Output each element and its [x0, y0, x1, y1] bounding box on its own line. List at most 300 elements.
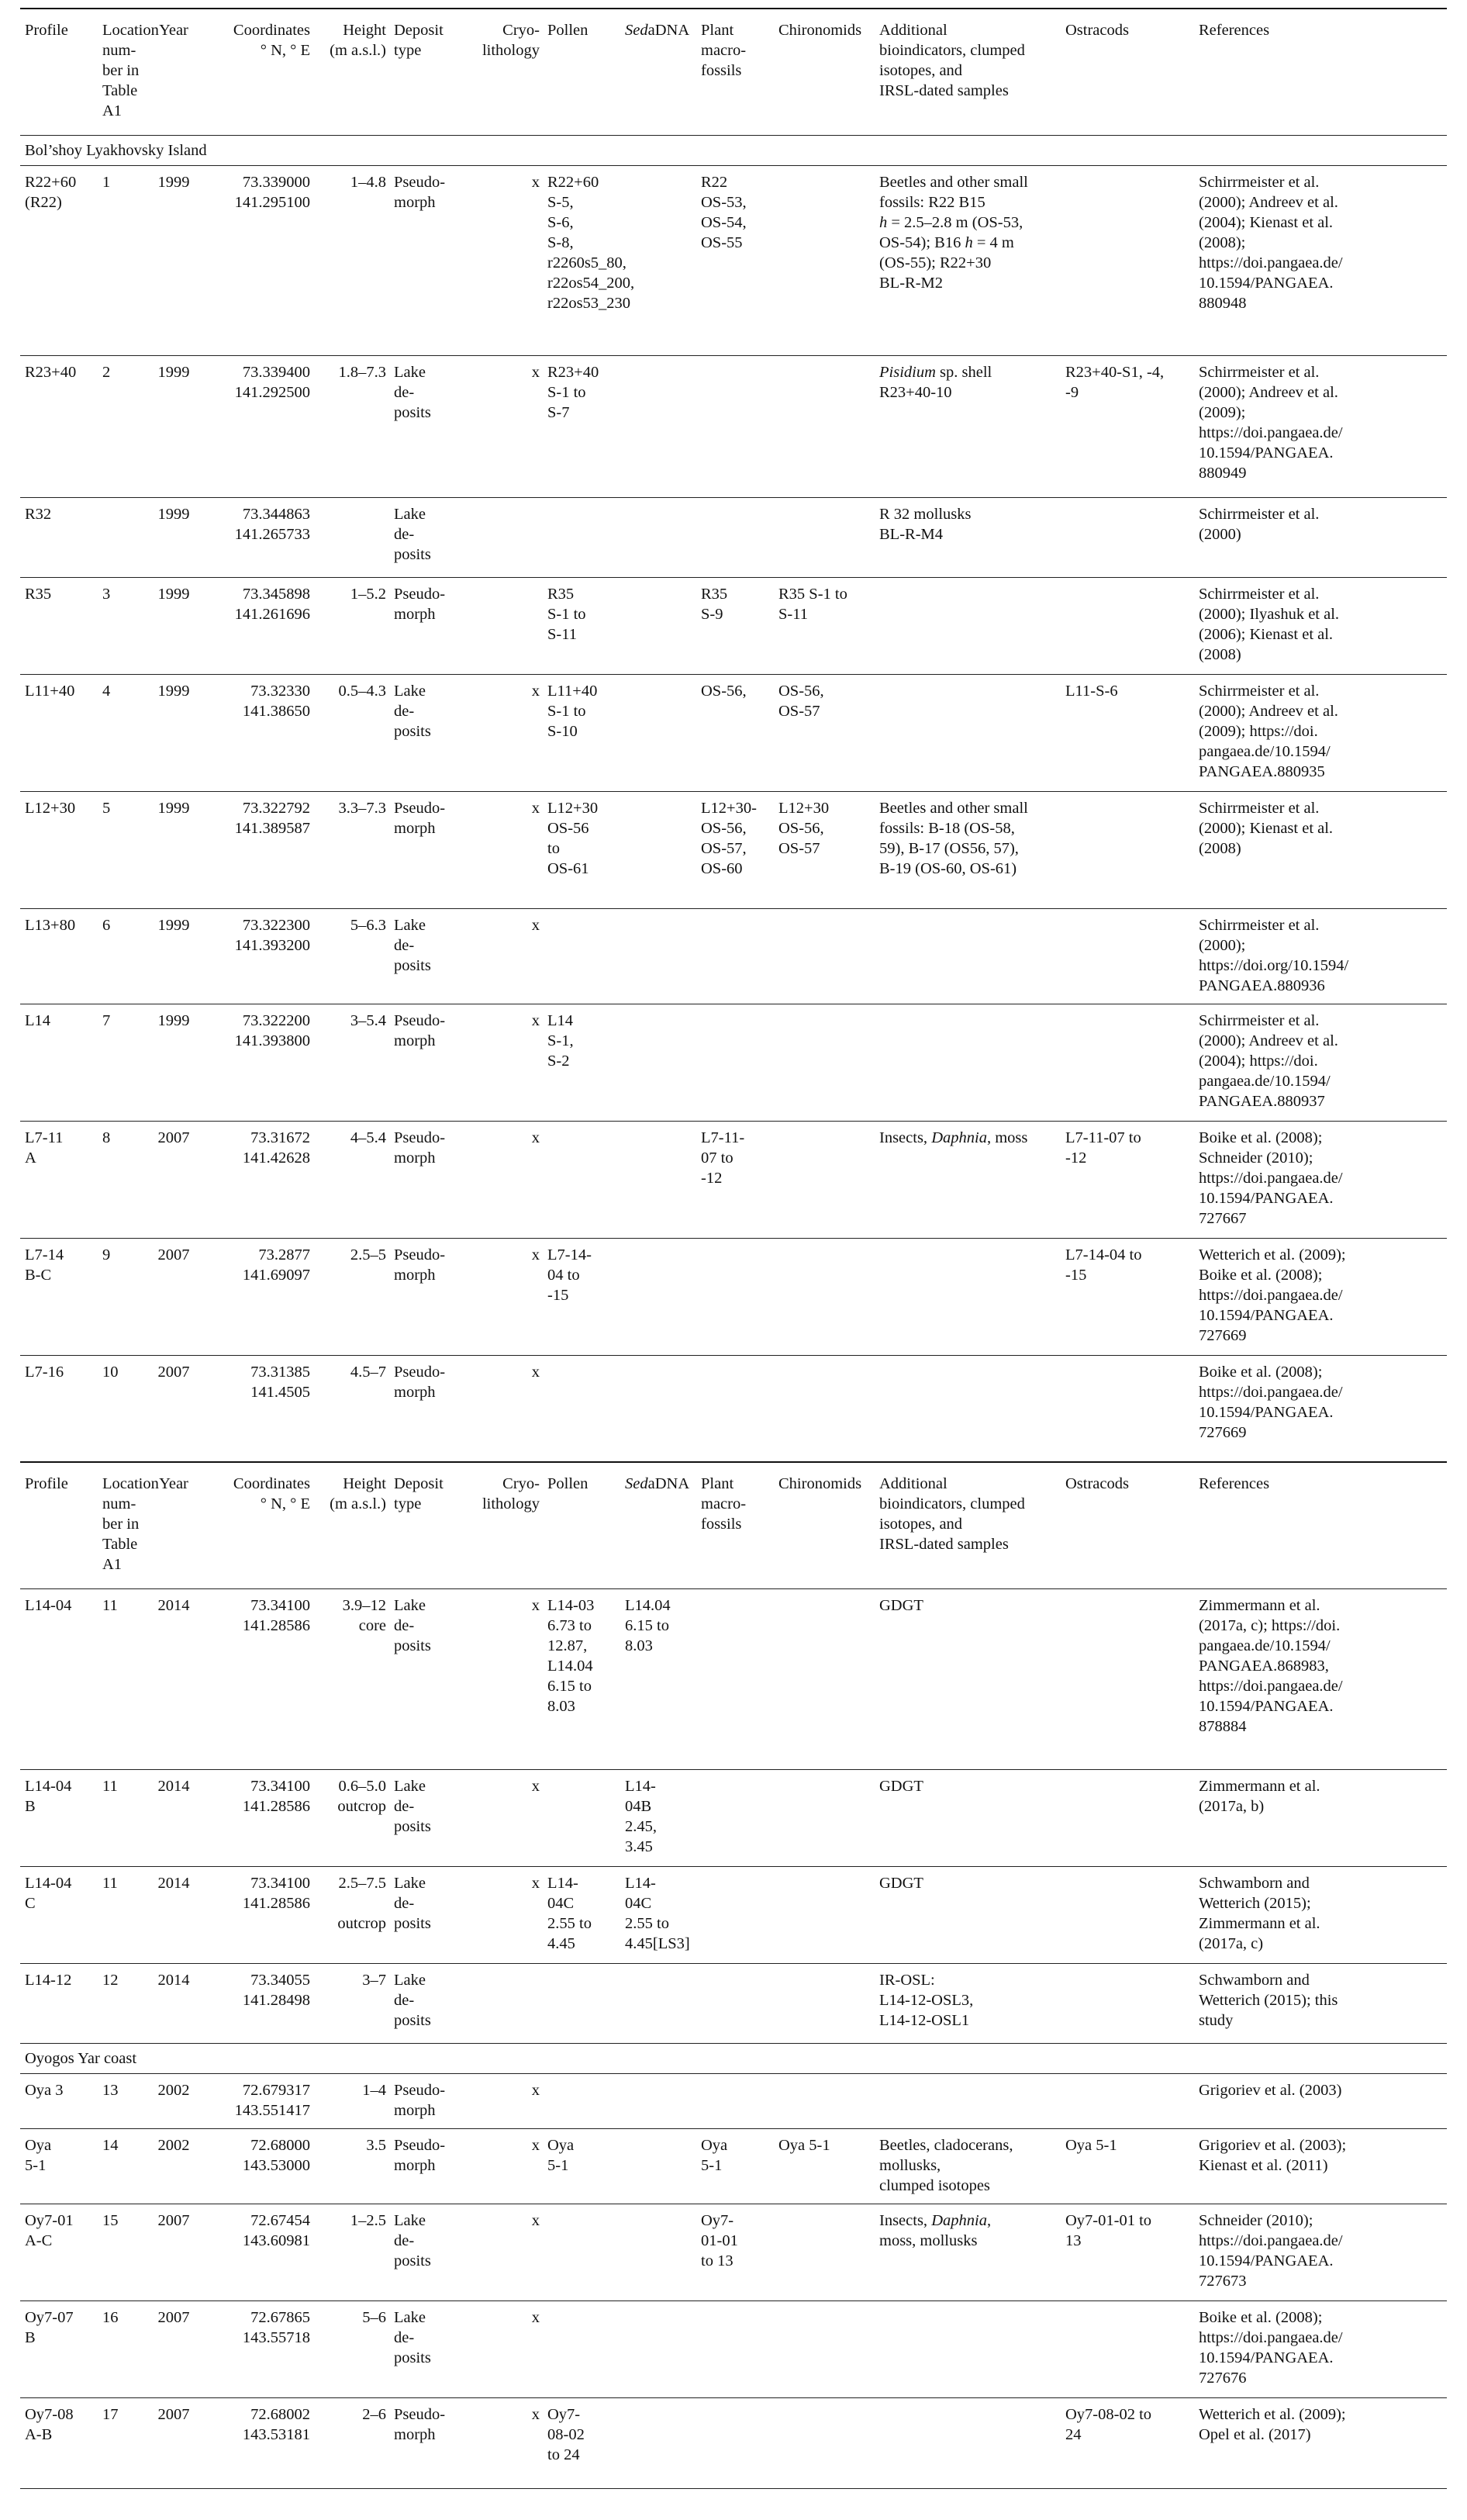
cell-ostracods: [1061, 792, 1194, 909]
column-header-ostracods: Ostracods: [1061, 9, 1194, 136]
cell-additional-bioindicators: Beetles and other small fossils: R22 B15 h = 2.5–2.8 m (OS-53, OS-54); B16 h = 4 m (OS-55); R22+30 BL-R-M2: [875, 166, 1061, 356]
table-row: [20, 1122, 1447, 1239]
cell-location-number: 15: [98, 2204, 143, 2301]
table-row: [20, 2204, 1447, 2301]
cell-references: Schirrmeister et al. (2000); Andreev et al. (2004); https://doi. pangaea.de/10.1594/ PANGAEA.880937: [1194, 1004, 1447, 1122]
cell-deposit-type: Pseudo- morph: [389, 2398, 473, 2489]
cell-chironomids: [774, 2398, 875, 2489]
cell-deposit-type: Pseudo- morph: [389, 1122, 473, 1239]
cell-pollen: L12+30 OS-56 to OS-61: [543, 792, 620, 909]
cell-chironomids: L12+30 OS-56, OS-57: [774, 792, 875, 909]
cell-ostracods: Oya 5-1: [1061, 2129, 1194, 2204]
cell-cryolithology: x: [473, 1122, 543, 1239]
cell-sedadna: L14- 04C 2.55 to 4.45[LS3]: [620, 1867, 696, 1964]
cell-cryolithology: [473, 578, 543, 675]
cell-height: 1–4.8: [313, 166, 389, 356]
cell-height: 1–2.5: [313, 2204, 389, 2301]
column-header-chironomids: Chironomids: [774, 1462, 875, 1589]
cell-location-number: 8: [98, 1122, 143, 1239]
cell-additional-bioindicators: [875, 1356, 1061, 1463]
cell-pollen: L7-14- 04 to -15: [543, 1239, 620, 1356]
cell-additional-bioindicators: Beetles, cladocerans, mollusks, clumped isotopes: [875, 2129, 1061, 2204]
cell-ostracods: [1061, 909, 1194, 1004]
cell-cryolithology: x: [473, 792, 543, 909]
cell-chironomids: [774, 1239, 875, 1356]
cell-plant-macrofossils: Oya 5-1: [696, 2129, 774, 2204]
cell-references: Schwamborn and Wetterich (2015); Zimmermann et al. (2017a, c): [1194, 1867, 1447, 1964]
cell-additional-bioindicators: [875, 909, 1061, 1004]
cell-profile: L12+30: [20, 792, 98, 909]
cell-location-number: 13: [98, 2074, 143, 2129]
cell-sedadna: [620, 675, 696, 792]
cell-references: Wetterich et al. (2009); Boike et al. (2008); https://doi.pangaea.de/ 10.1594/PANGAEA. 727669: [1194, 1239, 1447, 1356]
cell-coordinates: 73.339000 141.295100: [203, 166, 313, 356]
cell-ostracods: [1061, 1356, 1194, 1463]
cell-deposit-type: Pseudo- morph: [389, 1004, 473, 1122]
cell-profile: L7-14 B-C: [20, 1239, 98, 1356]
cell-cryolithology: x: [473, 2074, 543, 2129]
cell-cryolithology: x: [473, 2204, 543, 2301]
cell-cryolithology: x: [473, 166, 543, 356]
cell-cryolithology: x: [473, 1239, 543, 1356]
table-page: [20, 8, 1447, 2489]
cell-location-number: 6: [98, 909, 143, 1004]
cell-references: Boike et al. (2008); https://doi.pangaea.de/ 10.1594/PANGAEA. 727676: [1194, 2301, 1447, 2398]
column-header-profile: Profile: [20, 9, 98, 136]
cell-cryolithology: x: [473, 675, 543, 792]
cell-coordinates: 73.322200 141.393800: [203, 1004, 313, 1122]
cell-references: Schirrmeister et al. (2000); Andreev et al. (2009); https://doi.pangaea.de/ 10.1594/PANGAEA. 880949: [1194, 356, 1447, 498]
cell-profile: Oya 5-1: [20, 2129, 98, 2204]
cell-location-number: 16: [98, 2301, 143, 2398]
cell-coordinates: 73.34100 141.28586: [203, 1867, 313, 1964]
cell-references: Boike et al. (2008); Schneider (2010); https://doi.pangaea.de/ 10.1594/PANGAEA. 727667: [1194, 1122, 1447, 1239]
cell-coordinates: 73.34055 141.28498: [203, 1964, 313, 2044]
cell-coordinates: 73.345898 141.261696: [203, 578, 313, 675]
cell-coordinates: 73.2877 141.69097: [203, 1239, 313, 1356]
cell-additional-bioindicators: [875, 2301, 1061, 2398]
cell-year: 1999: [143, 356, 203, 498]
table-row: [20, 2301, 1447, 2398]
cell-year: 2007: [143, 1239, 203, 1356]
cell-additional-bioindicators: [875, 1004, 1061, 1122]
cell-cryolithology: x: [473, 2129, 543, 2204]
cell-year: 2007: [143, 1356, 203, 1463]
cell-year: 2014: [143, 1867, 203, 1964]
cell-sedadna: [620, 1004, 696, 1122]
cell-year: 1999: [143, 792, 203, 909]
cell-ostracods: Oy7-08-02 to 24: [1061, 2398, 1194, 2489]
column-header-sedadna: SedaDNA: [620, 1462, 696, 1589]
cell-pollen: Oya 5-1: [543, 2129, 620, 2204]
cell-references: Grigoriev et al. (2003): [1194, 2074, 1447, 2129]
cell-plant-macrofossils: [696, 1356, 774, 1463]
column-header-chironomids: Chironomids: [774, 9, 875, 136]
column-header-location-number: Location num- ber in Table A1: [98, 1462, 143, 1589]
cell-ostracods: R23+40-S1, -4, -9: [1061, 356, 1194, 498]
table-row: [20, 1239, 1447, 1356]
cell-profile: L7-16: [20, 1356, 98, 1463]
cell-year: 1999: [143, 675, 203, 792]
cell-height: 5–6: [313, 2301, 389, 2398]
cell-references: Schirrmeister et al. (2000); Ilyashuk et al. (2006); Kienast et al. (2008): [1194, 578, 1447, 675]
cell-additional-bioindicators: Insects, Daphnia, moss: [875, 1122, 1061, 1239]
table-row: [20, 2074, 1447, 2129]
cell-height: 3.9–12 core: [313, 1589, 389, 1770]
cell-ostracods: [1061, 1964, 1194, 2044]
cell-profile: R35: [20, 578, 98, 675]
cell-ostracods: [1061, 166, 1194, 356]
cell-cryolithology: x: [473, 1867, 543, 1964]
table-row: [20, 1770, 1447, 1867]
table-row: [20, 792, 1447, 909]
cell-location-number: 11: [98, 1589, 143, 1770]
cell-additional-bioindicators: Insects, Daphnia, moss, mollusks: [875, 2204, 1061, 2301]
cell-deposit-type: Lake de- posits: [389, 675, 473, 792]
cell-location-number: 1: [98, 166, 143, 356]
cell-year: 1999: [143, 909, 203, 1004]
cell-year: 2007: [143, 2204, 203, 2301]
cell-deposit-type: Lake de- posits: [389, 2301, 473, 2398]
cell-chironomids: [774, 2074, 875, 2129]
cell-plant-macrofossils: L7-11- 07 to -12: [696, 1122, 774, 1239]
column-header-references: References: [1194, 9, 1447, 136]
cell-references: Schirrmeister et al. (2000); Andreev et al. (2004); Kienast et al. (2008); https://doi.pangaea.de/ 10.1594/PANGAEA. 880948: [1194, 166, 1447, 356]
cell-year: 2007: [143, 2398, 203, 2489]
cell-references: Schirrmeister et al. (2000); https://doi.org/10.1594/ PANGAEA.880936: [1194, 909, 1447, 1004]
cell-cryolithology: x: [473, 1589, 543, 1770]
cell-deposit-type: Lake de- posits: [389, 1589, 473, 1770]
cell-deposit-type: Pseudo- morph: [389, 578, 473, 675]
cell-pollen: [543, 2074, 620, 2129]
cell-pollen: [543, 498, 620, 578]
cell-chironomids: OS-56, OS-57: [774, 675, 875, 792]
cell-additional-bioindicators: Beetles and other small fossils: B-18 (OS-58, 59), B-17 (OS56, 57), B-19 (OS-60, OS-61): [875, 792, 1061, 909]
cell-additional-bioindicators: [875, 1239, 1061, 1356]
cell-plant-macrofossils: R35 S-9: [696, 578, 774, 675]
cell-sedadna: [620, 909, 696, 1004]
cell-plant-macrofossils: [696, 2301, 774, 2398]
column-header-plant-macrofossils: Plant macro- fossils: [696, 9, 774, 136]
column-header-height: Height (m a.s.l.): [313, 9, 389, 136]
cell-profile: L11+40: [20, 675, 98, 792]
cell-year: 2014: [143, 1589, 203, 1770]
cell-plant-macrofossils: [696, 356, 774, 498]
cell-references: Zimmermann et al. (2017a, c); https://doi. pangaea.de/10.1594/ PANGAEA.868983, https://doi.pangaea.de/ 10.1594/PANGAEA. 878884: [1194, 1589, 1447, 1770]
cell-cryolithology: x: [473, 2398, 543, 2489]
cell-coordinates: 73.34100 141.28586: [203, 1770, 313, 1867]
table-row: [20, 2129, 1447, 2204]
cell-references: Schneider (2010); https://doi.pangaea.de/ 10.1594/PANGAEA. 727673: [1194, 2204, 1447, 2301]
section-title: Oyogos Yar coast: [20, 2044, 1447, 2074]
cell-chironomids: R35 S-1 to S-11: [774, 578, 875, 675]
cell-ostracods: [1061, 2301, 1194, 2398]
column-header-plant-macrofossils: Plant macro- fossils: [696, 1462, 774, 1589]
cell-ostracods: [1061, 498, 1194, 578]
cell-references: Schwamborn and Wetterich (2015); this study: [1194, 1964, 1447, 2044]
cell-profile: L14-04: [20, 1589, 98, 1770]
cell-cryolithology: x: [473, 356, 543, 498]
cell-location-number: 12: [98, 1964, 143, 2044]
cell-year: 2002: [143, 2074, 203, 2129]
cell-chironomids: [774, 1867, 875, 1964]
cell-ostracods: L7-14-04 to -15: [1061, 1239, 1194, 1356]
table-row: [20, 1867, 1447, 1964]
cell-sedadna: [620, 1122, 696, 1239]
cell-pollen: L14- 04C 2.55 to 4.45: [543, 1867, 620, 1964]
cell-plant-macrofossils: [696, 498, 774, 578]
cell-pollen: [543, 2204, 620, 2301]
cell-coordinates: 72.67454 143.60981: [203, 2204, 313, 2301]
cell-additional-bioindicators: [875, 675, 1061, 792]
cell-ostracods: [1061, 1867, 1194, 1964]
cell-pollen: L11+40 S-1 to S-10: [543, 675, 620, 792]
cell-coordinates: 72.68002 143.53181: [203, 2398, 313, 2489]
cell-deposit-type: Pseudo- morph: [389, 166, 473, 356]
cell-profile: L14-04 B: [20, 1770, 98, 1867]
cell-ostracods: [1061, 578, 1194, 675]
cell-height: 1.8–7.3: [313, 356, 389, 498]
cell-plant-macrofossils: [696, 909, 774, 1004]
cell-year: 2002: [143, 2129, 203, 2204]
cell-height: 1–4: [313, 2074, 389, 2129]
cell-chironomids: [774, 2301, 875, 2398]
cell-references: Schirrmeister et al. (2000): [1194, 498, 1447, 578]
cell-deposit-type: Pseudo- morph: [389, 792, 473, 909]
cell-year: 2007: [143, 1122, 203, 1239]
cell-references: Schirrmeister et al. (2000); Kienast et al. (2008): [1194, 792, 1447, 909]
cell-location-number: 11: [98, 1770, 143, 1867]
cell-height: 5–6.3: [313, 909, 389, 1004]
cell-height: 3–7: [313, 1964, 389, 2044]
section-header: [20, 136, 1447, 166]
column-header-additional-bioindicators: Additional bioindicators, clumped isotopes, and IRSL-dated samples: [875, 9, 1061, 136]
cell-additional-bioindicators: [875, 2074, 1061, 2129]
cell-pollen: [543, 2301, 620, 2398]
column-header-year: Year: [143, 1462, 203, 1589]
cell-sedadna: L14- 04B 2.45, 3.45: [620, 1770, 696, 1867]
cell-height: 4.5–7: [313, 1356, 389, 1463]
cell-pollen: L14 S-1, S-2: [543, 1004, 620, 1122]
cell-deposit-type: Lake de- posits: [389, 498, 473, 578]
cell-year: 2007: [143, 2301, 203, 2398]
cell-profile: Oy7-08 A-B: [20, 2398, 98, 2489]
cell-sedadna: [620, 2129, 696, 2204]
cell-profile: Oy7-07 B: [20, 2301, 98, 2398]
cell-profile: L14-04 C: [20, 1867, 98, 1964]
column-header-deposit-type: Deposit type: [389, 9, 473, 136]
cell-sedadna: [620, 2074, 696, 2129]
cell-height: 3.3–7.3: [313, 792, 389, 909]
table-row: [20, 909, 1447, 1004]
cell-profile: R32: [20, 498, 98, 578]
cell-coordinates: 73.344863 141.265733: [203, 498, 313, 578]
cell-plant-macrofossils: [696, 2398, 774, 2489]
cell-pollen: L14-03 6.73 to 12.87, L14.04 6.15 to 8.03: [543, 1589, 620, 1770]
cell-deposit-type: Lake de- posits: [389, 356, 473, 498]
cell-height: [313, 498, 389, 578]
column-header-deposit-type: Deposit type: [389, 1462, 473, 1589]
cell-chironomids: [774, 166, 875, 356]
column-header-pollen: Pollen: [543, 9, 620, 136]
cell-chironomids: [774, 909, 875, 1004]
cell-additional-bioindicators: GDGT: [875, 1589, 1061, 1770]
cell-height: 3–5.4: [313, 1004, 389, 1122]
cell-profile: R23+40: [20, 356, 98, 498]
cell-location-number: 7: [98, 1004, 143, 1122]
header-row: [20, 1462, 1447, 1589]
cell-cryolithology: x: [473, 1770, 543, 1867]
cell-deposit-type: Lake de- posits: [389, 909, 473, 1004]
cell-coordinates: 73.339400 141.292500: [203, 356, 313, 498]
cell-year: 2014: [143, 1770, 203, 1867]
column-header-coordinates: Coordinates ° N, ° E: [203, 1462, 313, 1589]
column-header-cryolithology: Cryo- lithology: [473, 1462, 543, 1589]
cell-pollen: [543, 1122, 620, 1239]
column-header-profile: Profile: [20, 1462, 98, 1589]
cell-coordinates: 73.34100 141.28586: [203, 1589, 313, 1770]
section-header: [20, 2044, 1447, 2074]
cell-coordinates: 73.31385 141.4505: [203, 1356, 313, 1463]
cell-height: 1–5.2: [313, 578, 389, 675]
cell-location-number: 3: [98, 578, 143, 675]
cell-location-number: 11: [98, 1867, 143, 1964]
column-header-sedadna: SedaDNA: [620, 9, 696, 136]
cell-year: 1999: [143, 1004, 203, 1122]
cell-deposit-type: Pseudo- morph: [389, 2074, 473, 2129]
cell-location-number: 2: [98, 356, 143, 498]
section-title: Bol’shoy Lyakhovsky Island: [20, 136, 1447, 166]
cell-sedadna: [620, 2301, 696, 2398]
cell-coordinates: 72.68000 143.53000: [203, 2129, 313, 2204]
cell-additional-bioindicators: IR-OSL: L14-12-OSL3, L14-12-OSL1: [875, 1964, 1061, 2044]
cell-deposit-type: Pseudo- morph: [389, 2129, 473, 2204]
cell-sedadna: [620, 356, 696, 498]
cell-ostracods: [1061, 1770, 1194, 1867]
table-row: [20, 1004, 1447, 1122]
table-row: [20, 166, 1447, 356]
cell-year: 1999: [143, 578, 203, 675]
cell-height: 3.5: [313, 2129, 389, 2204]
cell-ostracods: [1061, 1589, 1194, 1770]
cell-profile: Oya 3: [20, 2074, 98, 2129]
cell-deposit-type: Lake de- posits: [389, 1964, 473, 2044]
cell-plant-macrofossils: [696, 1239, 774, 1356]
data-table: [20, 8, 1447, 2489]
table-row: [20, 498, 1447, 578]
cell-references: Wetterich et al. (2009); Opel et al. (2017): [1194, 2398, 1447, 2489]
cell-pollen: [543, 1356, 620, 1463]
column-header-height: Height (m a.s.l.): [313, 1462, 389, 1589]
table-row: [20, 1589, 1447, 1770]
cell-location-number: 17: [98, 2398, 143, 2489]
cell-additional-bioindicators: GDGT: [875, 1770, 1061, 1867]
cell-height: 2.5–5: [313, 1239, 389, 1356]
cell-height: 2–6: [313, 2398, 389, 2489]
cell-deposit-type: Pseudo- morph: [389, 1356, 473, 1463]
cell-additional-bioindicators: [875, 2398, 1061, 2489]
cell-references: Boike et al. (2008); https://doi.pangaea.de/ 10.1594/PANGAEA. 727669: [1194, 1356, 1447, 1463]
cell-chironomids: [774, 1122, 875, 1239]
cell-sedadna: [620, 2398, 696, 2489]
cell-pollen: R23+40 S-1 to S-7: [543, 356, 620, 498]
cell-cryolithology: x: [473, 2301, 543, 2398]
cell-cryolithology: x: [473, 909, 543, 1004]
cell-profile: L7-11 A: [20, 1122, 98, 1239]
cell-coordinates: 73.322300 141.393200: [203, 909, 313, 1004]
cell-profile: R22+60 (R22): [20, 166, 98, 356]
cell-height: 0.5–4.3: [313, 675, 389, 792]
cell-sedadna: [620, 578, 696, 675]
cell-location-number: 14: [98, 2129, 143, 2204]
column-header-references: References: [1194, 1462, 1447, 1589]
cell-coordinates: 73.322792 141.389587: [203, 792, 313, 909]
cell-plant-macrofossils: [696, 1770, 774, 1867]
cell-plant-macrofossils: OS-56,: [696, 675, 774, 792]
table-row: [20, 2398, 1447, 2489]
cell-additional-bioindicators: Pisidium sp. shell R23+40-10: [875, 356, 1061, 498]
cell-height: 2.5–7.5 outcrop: [313, 1867, 389, 1964]
cell-plant-macrofossils: [696, 1964, 774, 2044]
cell-pollen: [543, 909, 620, 1004]
cell-pollen: R22+60 S-5, S-6, S-8, r2260s5_80, r22os54_200, r22os53_230: [543, 166, 620, 356]
column-header-location-number: Location num- ber in Table A1: [98, 9, 143, 136]
cell-height: 0.6–5.0 outcrop: [313, 1770, 389, 1867]
column-header-year: Year: [143, 9, 203, 136]
cell-chironomids: [774, 1964, 875, 2044]
cell-ostracods: L7-11-07 to -12: [1061, 1122, 1194, 1239]
cell-ostracods: Oy7-01-01 to 13: [1061, 2204, 1194, 2301]
cell-pollen: R35 S-1 to S-11: [543, 578, 620, 675]
cell-plant-macrofossils: [696, 2074, 774, 2129]
cell-references: Schirrmeister et al. (2000); Andreev et al. (2009); https://doi. pangaea.de/10.1594/ PANGAEA.880935: [1194, 675, 1447, 792]
cell-ostracods: [1061, 1004, 1194, 1122]
cell-year: 1999: [143, 498, 203, 578]
cell-profile: Oy7-01 A-C: [20, 2204, 98, 2301]
cell-plant-macrofossils: [696, 1589, 774, 1770]
table-row: [20, 578, 1447, 675]
cell-location-number: 4: [98, 675, 143, 792]
cell-sedadna: [620, 1964, 696, 2044]
cell-plant-macrofossils: Oy7- 01-01 to 13: [696, 2204, 774, 2301]
cell-cryolithology: [473, 1964, 543, 2044]
cell-coordinates: 72.67865 143.55718: [203, 2301, 313, 2398]
cell-chironomids: [774, 2204, 875, 2301]
cell-location-number: [98, 498, 143, 578]
cell-deposit-type: Pseudo- morph: [389, 1239, 473, 1356]
cell-chironomids: [774, 498, 875, 578]
cell-sedadna: [620, 1356, 696, 1463]
table-row: [20, 675, 1447, 792]
table-row: [20, 1356, 1447, 1463]
cell-chironomids: [774, 1004, 875, 1122]
cell-cryolithology: x: [473, 1004, 543, 1122]
cell-pollen: [543, 1770, 620, 1867]
cell-plant-macrofossils: L12+30- OS-56, OS-57, OS-60: [696, 792, 774, 909]
cell-ostracods: L11-S-6: [1061, 675, 1194, 792]
cell-plant-macrofossils: [696, 1867, 774, 1964]
cell-sedadna: L14.04 6.15 to 8.03: [620, 1589, 696, 1770]
cell-additional-bioindicators: R 32 mollusks BL-R-M4: [875, 498, 1061, 578]
cell-location-number: 10: [98, 1356, 143, 1463]
cell-ostracods: [1061, 2074, 1194, 2129]
cell-cryolithology: [473, 498, 543, 578]
table-row: [20, 356, 1447, 498]
cell-references: Zimmermann et al. (2017a, b): [1194, 1770, 1447, 1867]
cell-year: 2014: [143, 1964, 203, 2044]
cell-profile: L14: [20, 1004, 98, 1122]
cell-chironomids: [774, 356, 875, 498]
